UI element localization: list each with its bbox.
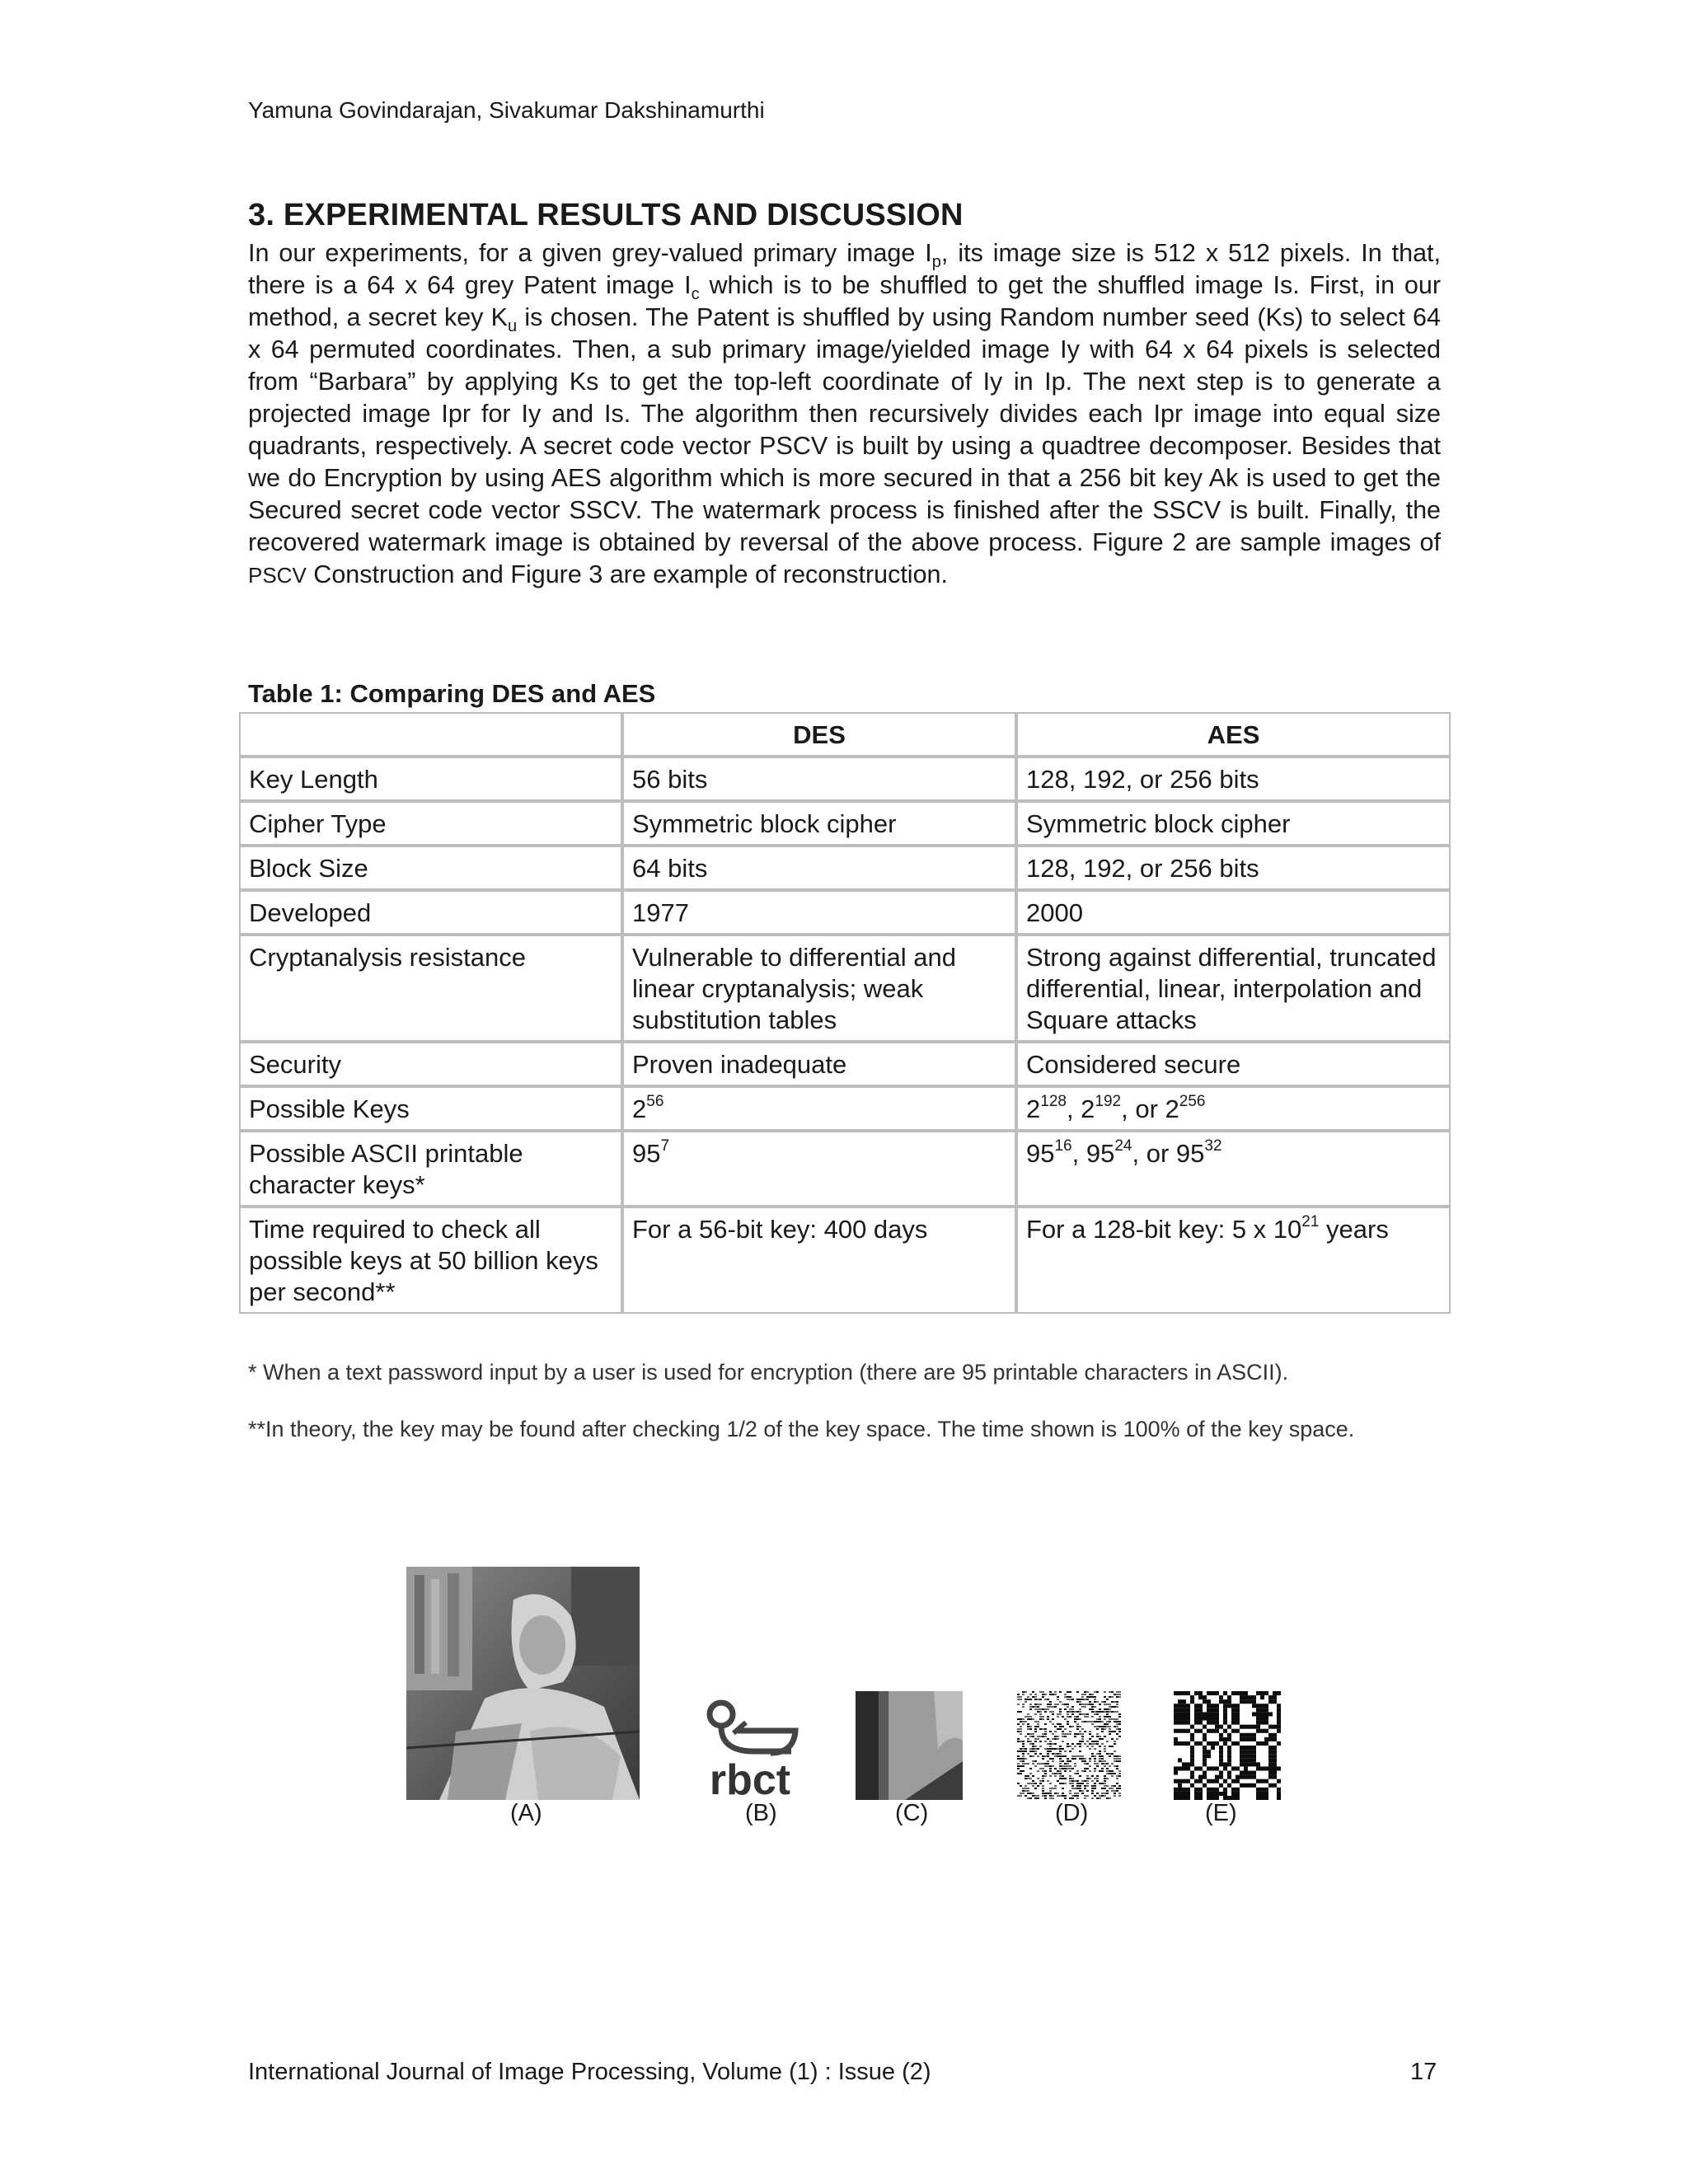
- table-footnote-1: * When a text password input by a user is used for encryption (there are 95 printable characters in ASCII).: [248, 1360, 1289, 1385]
- table-row: [239, 1086, 1451, 1131]
- aes-cell: Symmetric block cipher: [1016, 801, 1451, 846]
- des-cell: 1977: [622, 890, 1016, 935]
- comparison-table: [239, 712, 1451, 1314]
- table-row: [239, 1207, 1451, 1314]
- row-label: Possible ASCII printable character keys*: [239, 1131, 622, 1207]
- table-row: [239, 1042, 1451, 1086]
- des-cell: $2^{56}$: [622, 1086, 1016, 1131]
- section-heading: 3. EXPERIMENTAL RESULTS AND DISCUSSION: [248, 198, 964, 232]
- aes-cell: $2^{128}$, $2^{192}$, or $2^{256}$: [1016, 1086, 1451, 1131]
- row-label: Key Length: [239, 757, 622, 801]
- row-label: Block Size: [239, 846, 622, 890]
- aes-cell: Strong against differential, truncated differential, linear, interpolation and Square attacks: [1016, 935, 1451, 1042]
- figure-label-c: (C): [895, 1800, 929, 1826]
- des-cell: Proven inadequate: [622, 1042, 1016, 1086]
- des-cell: 64 bits: [622, 846, 1016, 890]
- rbct-logo: [696, 1694, 804, 1801]
- aes-cell: For a 128-bit key: 5 x $10^{21}$ years: [1016, 1207, 1451, 1314]
- row-label: Cryptanalysis resistance: [239, 935, 622, 1042]
- aes-cell: $95^{16}$, $95^{24}$, or $95^{32}$: [1016, 1131, 1451, 1207]
- aes-cell: 128, 192, or 256 bits: [1016, 846, 1451, 890]
- table-row: [239, 757, 1451, 801]
- body-paragraph: In our experiments, for a given grey-valued primary image $I_p$, its image size is 512 x 512 pixels. In that, there is a 64 x 64 grey Patent image $I_c$ which is to be shuffled to get the shuffled image Is. First, in our method, a secret key $K_u$ is chosen. The Patent is shuffled by using Random number seed (Ks) to select 64 x 64 permuted coordinates. Then, a sub primary image/yielded image Iy with 64 x 64 pixels is selected from “Barbara” by applying Ks to get the top-left coordinate of Iy in Ip. The next step is to generate a projected image Ipr for Iy and Is. The algorithm then recursively divides each Ipr image into equal size quadrants, respectively. A secret code vector PSCV is built by using a quadtree decomposer. Besides that we do Encryption by using AES algorithm which is more secured in that a 256 bit key Ak is used to get the Secured secret code vector SSCV. The watermark process is finished after the SSCV is built. Finally, the recovered watermark image is obtained by reversal of the above process. Figure 2 are sample images of PSCV Construction and Figure 3 are example of reconstruction.: [248, 239, 1442, 588]
- table-row: [239, 801, 1451, 846]
- shuffled-image: [1017, 1691, 1121, 1800]
- header-empty-cell: [239, 712, 622, 757]
- des-cell: Vulnerable to differential and linear cryptanalysis; weak substitution tables: [622, 935, 1016, 1042]
- header-aes: AES: [1016, 712, 1451, 757]
- table-row: [239, 935, 1451, 1042]
- table-header-row: [239, 712, 1451, 757]
- primary-image-photo: [406, 1567, 640, 1800]
- row-label: Developed: [239, 890, 622, 935]
- row-label: Time required to check all possible keys at 50 billion keys per second**: [239, 1207, 622, 1314]
- row-label: Cipher Type: [239, 801, 622, 846]
- figure-label-b: (B): [745, 1800, 777, 1826]
- logo-text: rbct: [709, 1756, 791, 1801]
- des-cell: 56 bits: [622, 757, 1016, 801]
- row-label: Possible Keys: [239, 1086, 622, 1131]
- des-cell: $95^7$: [622, 1131, 1016, 1207]
- table-row: [239, 846, 1451, 890]
- binary-pattern-image: [1174, 1691, 1281, 1800]
- yielded-image: [856, 1691, 963, 1800]
- table-row: [239, 1131, 1451, 1207]
- header-des: DES: [622, 712, 1016, 757]
- table-footnote-2: **In theory, the key may be found after checking 1/2 of the key space. The time shown is 100% of the key space.: [248, 1417, 1355, 1441]
- figure-label-e: (E): [1205, 1800, 1237, 1826]
- aes-cell: 128, 192, or 256 bits: [1016, 757, 1451, 801]
- des-cell: Symmetric block cipher: [622, 801, 1016, 846]
- row-label: Security: [239, 1042, 622, 1086]
- figure-label-d: (D): [1055, 1800, 1089, 1826]
- running-header: Yamuna Govindarajan, Sivakumar Dakshinamurthi: [248, 97, 765, 123]
- page-number: 17: [1410, 2059, 1437, 2085]
- journal-footer: International Journal of Image Processing, Volume (1) : Issue (2): [248, 2059, 931, 2085]
- aes-cell: 2000: [1016, 890, 1451, 935]
- aes-cell: Considered secure: [1016, 1042, 1451, 1086]
- table-row: [239, 890, 1451, 935]
- des-cell: For a 56-bit key: 400 days: [622, 1207, 1016, 1314]
- figure-label-a: (A): [510, 1800, 542, 1826]
- table-caption: Table 1: Comparing DES and AES: [248, 679, 656, 708]
